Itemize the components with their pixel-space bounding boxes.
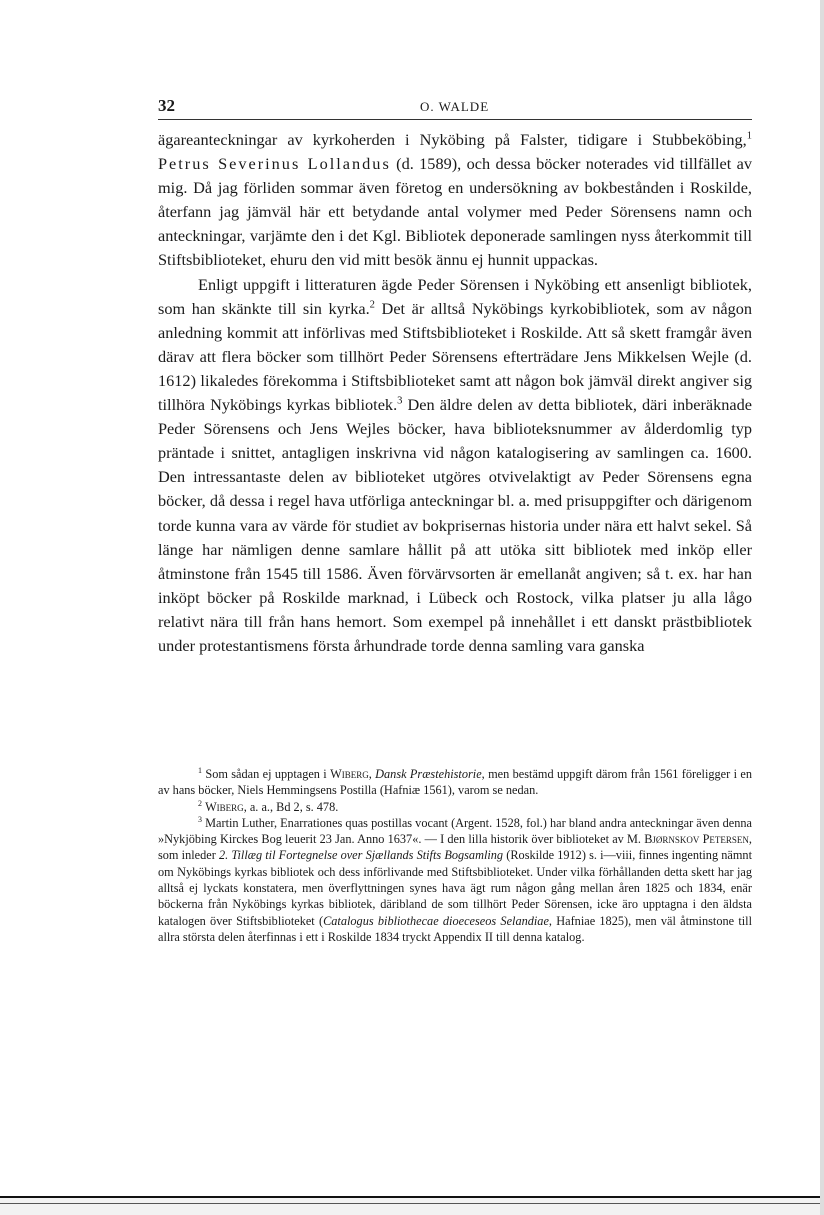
paragraph-1: ägareanteckningar av kyrkoherden i Nyköbing på Falster, tidigare i Stubbeköbing,$^1$ Petrus Severinus Lollandus (d. 1589), och dessa böcker noterades vid tillfället av mig. Då jag förliden sommar även företog en undersökning av bokbestånden i Roskilde, återfann jag jämväl här ett betydande antal volymer med Peder Sörensens namn och anteckningar, varjämte den i det Kgl. Bibliotek deponerade samlingen nyss återkommit till Stiftsbiblioteket, ehuru den vid mitt besök ännu ej hunnit uppackas. <box>158 130 752 270</box>
paragraph-2: Enligt uppgift i litteraturen ägde Peder Sörensen i Nyköbing ett ansenligt bibliotek, som han skänkte till sin kyrka.$^2$ Det är alltså Nyköbings kyrkobibliotek, som av någon anledning kommit att införlivas med Stiftsbiblioteket i Roskilde. Att så skett framgår även därav att flera böcker som tillhört Peder Sörensens efterträdare Jens Mikkelsen Wejle (d. 1612) likaledes förekomma i Stiftsbiblioteket samt att någon bok jämväl direkt angiver sig tillhöra Nyköbings kyrkas bibliotek.$^3$ Den äldre delen av detta bibliotek, däri inberäknade Peder Sörensens och Jens Wejles böcker, hava biblioteksnummer av ålderdomlig typ präntade i snittet, antagligen inskrivna vid någon katalogisering av samlingen ca. 1600. Den intressantaste delen av biblioteket utgöres otvivelaktigt av Peder Sörensens egna böcker, då dessa i regel hava utförliga anteckningar bl. a. med prisuppgifter och därigenom torde kunna vara av värde för studiet av bokprisernas historia under nära ett halvt sekel. Så länge har nämligen denne samlare hållit på att utöka sitt bibliotek med inköp eller åtminstone från 1545 till 1586. Även förvärvsorten är emellanåt angiven; så t. ex. har han inköpt böcker på Roskilde marknad, i Lübeck och Rostock, vilka platser ju alla lågo relativt nära till från hans hemort. Som exempel på innehållet i ett danskt prästbibliotek under protestantismens första århundrade torde denna samling vara ganska <box>158 274 753 655</box>
main-text <box>158 128 752 658</box>
scan-right-edge <box>820 0 824 1215</box>
page-header <box>158 96 750 118</box>
footnotes <box>158 766 752 945</box>
page-number: 32 <box>158 96 175 115</box>
scan-bottom-edge <box>0 1196 824 1215</box>
header-rule <box>158 119 752 120</box>
footnote-ref-3: 3 <box>397 395 403 407</box>
running-head: O. WALDE <box>420 99 490 114</box>
footnote-2: $^2$ Wiberg, a. a., Bd 2, s. 478. <box>198 798 339 814</box>
footnote-ref-2: 2 <box>369 299 375 311</box>
footnote-3: $^3$ Martin Luther, Enarrationes quas postillas vocant (Argent. 1528, fol.) har bland andra anteckningar även denna »Nykjöbing Kirckes Bog leuerit 23 Jan. Anno 1637«. — I den lilla historik över biblioteket av M. Bjørnskov Petersen, som inleder 2. Tillæg til Fortegnelse over Sjællands Stifts Bogsamling (Roskilde 1912) s. i—viii, finnes ingenting nämnt om Nyköbings kyrkas bibliotek och dess införlivande med Stiftsbiblioteket. Under vilka förhållanden detta skett har jag alltså ej lyckats konstatera, men överflyttningen synes hava ägt rum någon gång mellan åren 1825 och 1834, enär böckerna från Nyköbings kyrkas bibliotek, däribland de som tillhört Peder Sörensen, icke äro upptagna i den äldsta katalogen över Stiftsbiblioteket (Catalogus bibliothecae dioeceseos Selandiae, Hafniae 1825), men väl åtminstone till allra största delen återfinnas i ett i Roskilde 1834 tryckt Appendix II till denna katalog. <box>158 814 752 944</box>
person-name: Petrus Severinus Lollandus <box>158 154 391 174</box>
footnote-1: $^1$ Som sådan ej upptagen i Wiberg, Dansk Præstehistorie, men bestämd uppgift därom från 1561 föreligger i en av hans böcker, Niels Hemmingsens Postilla (Hafniæ 1561), varom se nedan. <box>158 765 752 798</box>
footnote-ref-1: 1 <box>746 130 752 142</box>
